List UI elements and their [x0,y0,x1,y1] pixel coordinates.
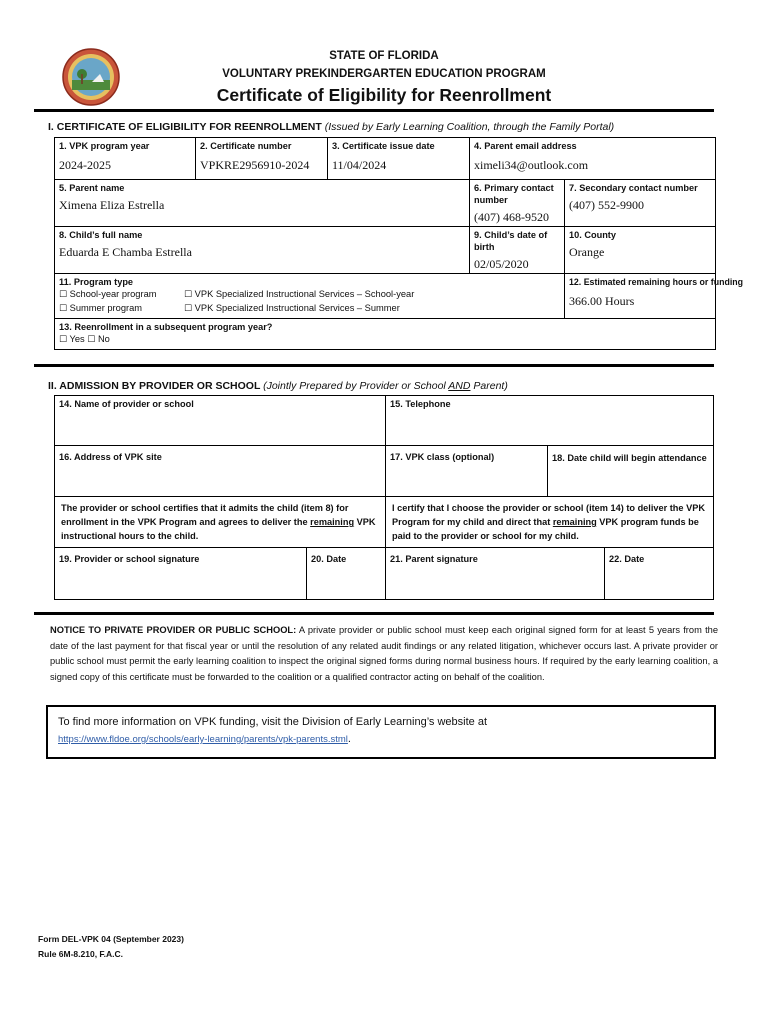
section-2-note: (Jointly Prepared by Provider or School AND Parent) [263,380,508,392]
field-parent-email[interactable]: 4. Parent email address ximeli34@outlook.com [470,138,716,180]
notice-paragraph: NOTICE TO PRIVATE PROVIDER OR PUBLIC SCHOOL: A private provider or public school must keep each original signed form for at least 5 years from the date of the last payment for that fiscal year or until the resolution of any related audit findings or any related litigation, whichever occurs last. A private provider or public school must permit the early learning coalition to inspect the original signed forms during normal business hours. If required by the early learning coalition, a signed copy of this certificate must be forwarded to the coalition or a qualified contractor acting on behalf of the coalition. [50,625,718,682]
field-parent-date[interactable]: 22. Date [605,548,714,600]
field-provider-signature[interactable]: 19. Provider or school signature [55,548,307,600]
checkbox-icon[interactable]: ☐ [59,304,68,314]
eligibility-table [54,137,744,350]
field-parent-name[interactable]: 5. Parent name Ximena Eliza Estrella [55,180,470,227]
field-vpk-class[interactable]: 17. VPK class (optional) [386,446,548,497]
field-secondary-contact[interactable]: 7. Secondary contact number (407) 552-9900 [565,180,716,227]
info-text: To find more information on VPK funding, visit the Division of Early Learning’s website at [58,716,488,728]
checkbox-icon[interactable]: ☐ [59,290,68,300]
page-title: Certificate of Eligibility for Reenrollment [216,85,552,105]
admission-table [54,395,714,600]
form-number: Form DEL-VPK 04 (September 2023) [38,934,184,944]
option-no[interactable]: ☐ No [87,334,110,345]
vpk-info-box: To find more information on VPK funding, visit the Division of Early Learning’s website at https://www.fldoe.org/schools/early-learning/parents/vpk-parents.stml. [46,705,716,759]
section-divider [34,364,714,367]
rule-reference: Rule 6M-8.210, F.A.C. [38,949,124,959]
field-telephone[interactable]: 15. Telephone [386,396,714,446]
section-2-heading: II. ADMISSION BY PROVIDER OR SCHOOL (Jointly Prepared by Provider or School AND Parent) [48,380,508,392]
checkbox-icon[interactable]: ☐ [87,335,96,345]
header-program: VOLUNTARY PREKINDERGARTEN EDUCATION PROGRAM [222,68,546,80]
parent-certification: I certify that I choose the provider or school (item 14) to deliver the VPK Program for my child and direct that remaining VPK program funds be paid to the provider or school for my child. [386,497,714,548]
field-vpk-site-address[interactable]: 16. Address of VPK site [55,446,386,497]
field-child-name[interactable]: 8. Child’s full name Eduarda E Chamba Estrella [55,227,470,274]
header-state: STATE OF FLORIDA [329,50,439,62]
field-program-year[interactable]: 1. VPK program year 2024-2025 [55,138,196,180]
option-vpk-sis-school-year[interactable]: ☐ VPK Specialized Instructional Services – School-year [184,289,415,300]
vpk-funding-link[interactable]: https://www.fldoe.org/schools/early-learning/parents/vpk-parents.stml [58,734,348,745]
field-primary-contact[interactable]: 6. Primary contact number (407) 468-9520 [470,180,565,227]
field-provider-name[interactable]: 14. Name of provider or school [55,396,386,446]
checkbox-icon[interactable]: ☐ [184,304,193,314]
field-parent-signature[interactable]: 21. Parent signature [386,548,605,600]
section-1-heading: I. CERTIFICATE OF ELIGIBILITY FOR REENROLLMENT (Issued by Early Learning Coalition, through the Family Portal) [48,121,615,133]
provider-certification: The provider or school certifies that it admits the child (item 8) for enrollment in the VPK Program and agrees to deliver the remaining VPK instructional hours to the child. [55,497,386,548]
checkbox-icon[interactable]: ☐ [59,335,68,345]
option-school-year[interactable]: ☐ School-year program [59,289,157,300]
checkbox-icon[interactable]: ☐ [184,290,193,300]
header-divider [34,109,714,112]
field-certificate-number[interactable]: 2. Certificate number VPKRE2956910-2024 [196,138,328,180]
field-program-type: 11. Program type ☐ School-year program ☐ VPK Specialized Instructional Services – School-year ☐ Summer program ☐ VPK Specialized Instructional Services – Summer [55,274,565,319]
notice-divider [34,612,714,615]
field-child-dob[interactable]: 9. Child’s date of birth 02/05/2020 [470,227,565,274]
field-provider-date[interactable]: 20. Date [307,548,386,600]
field-attendance-date[interactable]: 18. Date child will begin attendance [548,446,714,497]
field-reenrollment: 13. Reenrollment in a subsequent program year? ☐ Yes ☐ No [55,319,716,350]
field-certificate-issue-date[interactable]: 3. Certificate issue date 11/04/2024 [328,138,470,180]
section-1-note: (Issued by Early Learning Coalition, through the Family Portal) [324,121,615,133]
field-remaining-hours[interactable]: 12. Estimated remaining hours or funding 366.00 Hours [565,274,716,319]
option-summer[interactable]: ☐ Summer program [59,303,142,314]
option-vpk-sis-summer[interactable]: ☐ VPK Specialized Instructional Services – Summer [184,303,400,314]
option-yes[interactable]: ☐ Yes [59,334,85,345]
field-county[interactable]: 10. County Orange [565,227,716,274]
